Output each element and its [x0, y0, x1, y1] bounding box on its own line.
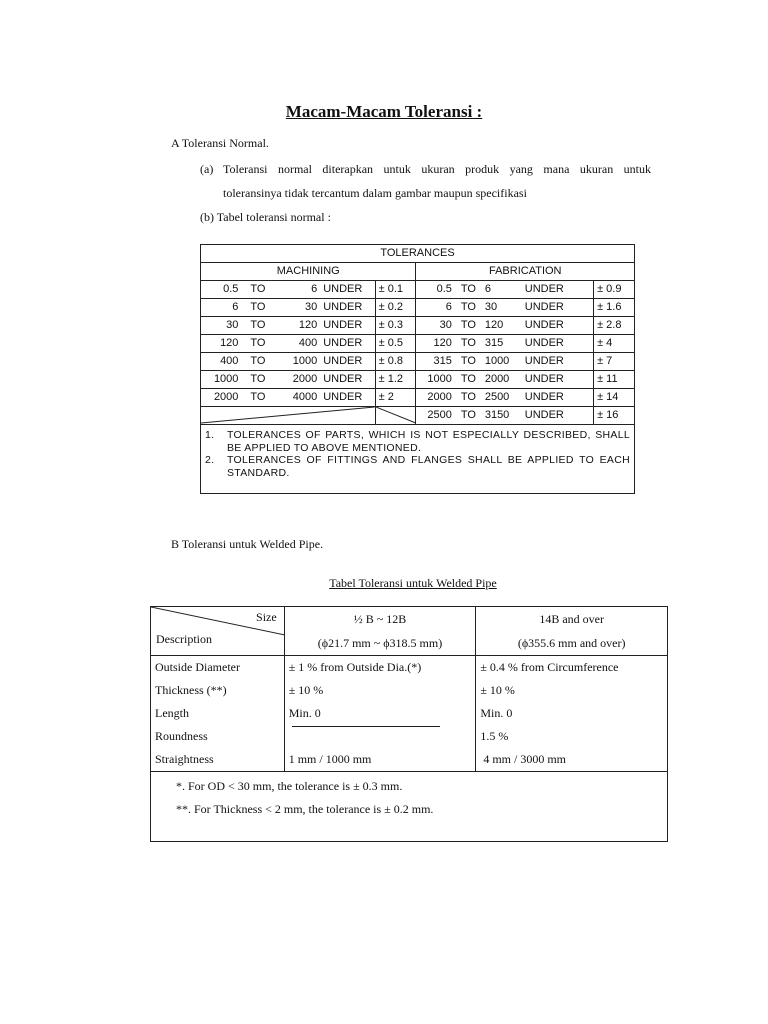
table-cell: TO [241, 371, 274, 389]
table-cell: UNDER [522, 317, 594, 335]
table-cell: ± 11 [594, 371, 635, 389]
tolerances-title: TOLERANCES [201, 245, 635, 263]
note-number: 1. [205, 429, 215, 441]
value-outside-diameter: ± 0.4 % from Circumference [480, 660, 619, 674]
table-cell: 6 [201, 299, 242, 317]
table-cell: 2000 [482, 371, 522, 389]
table-cell: 0.5 [201, 281, 242, 299]
table-cell: 2500 [416, 407, 455, 425]
value-roundness-dash [285, 725, 476, 748]
column-values-small [284, 656, 476, 772]
table-cell: UNDER [320, 281, 375, 299]
table-cell: ± 7 [594, 353, 635, 371]
table-cell: UNDER [320, 371, 375, 389]
tolerance-row [201, 389, 635, 407]
table-cell: 315 [482, 335, 522, 353]
table-cell: UNDER [320, 299, 375, 317]
table-cell: ± 4 [594, 335, 635, 353]
welded-pipe-table [150, 606, 668, 842]
tolerance-row [201, 353, 635, 371]
table-cell: 400 [201, 353, 242, 371]
item-a-paragraph [223, 157, 651, 205]
table-cell: 2000 [416, 389, 455, 407]
fabrication-header: FABRICATION [416, 263, 635, 281]
diagonal-line [376, 407, 416, 424]
value-outside-diameter: ± 1 % from Outside Dia.(*) [288, 660, 422, 674]
table-cell: 30 [274, 299, 320, 317]
value-length: Min. 0 [288, 706, 321, 720]
table-cell: ± 16 [594, 407, 635, 425]
note-item [205, 454, 630, 479]
table-cell: ± 0.2 [375, 299, 416, 317]
tolerance-row [201, 281, 635, 299]
table-cell: 315 [416, 353, 455, 371]
table-cell: ± 0.9 [594, 281, 635, 299]
table-cell: UNDER [522, 371, 594, 389]
table-cell: ± 2 [375, 389, 416, 407]
table-cell: 400 [274, 335, 320, 353]
table-cell: TO [241, 299, 274, 317]
table-cell: ± 1.2 [375, 371, 416, 389]
table-cell: 120 [416, 335, 455, 353]
table-cell: 6 [274, 281, 320, 299]
table-cell: 30 [416, 317, 455, 335]
table-cell: 1000 [201, 371, 242, 389]
diameter-range: (ϕ21.7 mm ~ ϕ318.5 mm) [317, 636, 443, 650]
table-cell: TO [455, 299, 482, 317]
note-text: TOLERANCES OF PARTS, WHICH IS NOT ESPECIALLY DESCRIBED, SHALL BE APPLIED TO ABOVE MENTIONED. [227, 429, 630, 454]
tolerance-row [201, 371, 635, 389]
item-b-label: (b) Tabel toleransi normal : [200, 210, 331, 224]
section-a-heading: A Toleransi Normal. [171, 136, 269, 150]
tolerance-notes [201, 425, 635, 494]
table-cell: UNDER [320, 335, 375, 353]
value-straightness: 1 mm / 1000 mm [288, 752, 372, 766]
table-cell: UNDER [320, 317, 375, 335]
section-b-heading: B Toleransi untuk Welded Pipe. [171, 537, 324, 551]
item-a-line-2: toleransinya tidak tercantum dalam gambar maupun specifikasi [223, 186, 527, 200]
description-label: Description [156, 632, 212, 646]
table-cell: UNDER [522, 353, 594, 371]
table-cell: UNDER [522, 335, 594, 353]
table-cell: TO [241, 281, 274, 299]
footnotes [151, 772, 668, 842]
machining-header: MACHINING [201, 263, 416, 281]
table-cell: ± 0.8 [375, 353, 416, 371]
table-cell: TO [455, 281, 482, 299]
footnote-od: *. For OD < 30 mm, the tolerance is ± 0.3 mm. [176, 779, 403, 793]
table-cell: 30 [201, 317, 242, 335]
value-length: Min. 0 [480, 706, 513, 720]
table-cell: TO [455, 353, 482, 371]
table-cell: 120 [201, 335, 242, 353]
table-cell: ± 1.6 [594, 299, 635, 317]
table-cell: UNDER [320, 389, 375, 407]
tolerance-row [201, 407, 635, 425]
table-cell: 2000 [201, 389, 242, 407]
table-cell: UNDER [522, 299, 594, 317]
empty-diagonal-cell [201, 407, 376, 425]
table-cell: 1000 [274, 353, 320, 371]
value-thickness: ± 10 % [480, 683, 515, 697]
column-values-large [476, 656, 668, 772]
table-cell: UNDER [522, 281, 594, 299]
size-range: 14B and over [539, 612, 604, 626]
note-item [205, 429, 630, 454]
diameter-range: (ϕ355.6 mm and over) [517, 636, 626, 650]
row-label-outside-diameter: Outside Diameter [155, 660, 240, 674]
table-cell: 1000 [482, 353, 522, 371]
table-cell: TO [241, 335, 274, 353]
table-cell: 4000 [274, 389, 320, 407]
table-cell: 0.5 [416, 281, 455, 299]
table-cell: 1000 [416, 371, 455, 389]
value-roundness: 1.5 % [480, 729, 509, 743]
page-title: Macam-Macam Toleransi : [285, 102, 483, 121]
tolerance-table [200, 244, 635, 494]
table-cell: TO [455, 371, 482, 389]
table-cell: 2500 [482, 389, 522, 407]
row-label-length: Length [155, 706, 189, 720]
tolerance-row [201, 335, 635, 353]
table-cell: ± 0.1 [375, 281, 416, 299]
table-cell: 3150 [482, 407, 522, 425]
table-cell: UNDER [522, 389, 594, 407]
table-cell: TO [455, 317, 482, 335]
size-label: Size [256, 610, 277, 624]
table-cell: 120 [482, 317, 522, 335]
table-cell: TO [241, 317, 274, 335]
table-cell: ± 0.5 [375, 335, 416, 353]
table-cell: TO [241, 389, 274, 407]
table-cell: TO [455, 335, 482, 353]
value-straightness: 4 mm / 3000 mm [480, 752, 566, 766]
diagonal-line [201, 407, 375, 424]
table-cell: 2000 [274, 371, 320, 389]
table-cell: 6 [416, 299, 455, 317]
item-a-line-1: Toleransi normal diterapkan untuk ukuran produk yang mana ukuran untuk [223, 162, 651, 176]
tolerance-row [201, 299, 635, 317]
note-number: 2. [205, 454, 215, 466]
table-cell: 120 [274, 317, 320, 335]
column-header-small [284, 607, 476, 656]
row-label-thickness: Thickness (**) [155, 683, 227, 697]
no-value-line [292, 726, 440, 727]
row-labels [151, 656, 285, 772]
empty-diagonal-cell [375, 407, 416, 425]
table-cell: TO [241, 353, 274, 371]
table-cell: TO [455, 389, 482, 407]
table-cell: TO [455, 407, 482, 425]
note-text: TOLERANCES OF FITTINGS AND FLANGES SHALL BE APPLIED TO EACH STANDARD. [227, 454, 630, 479]
item-a-marker: (a) [200, 162, 214, 176]
table-cell: 30 [482, 299, 522, 317]
value-thickness: ± 10 % [288, 683, 324, 697]
tolerance-row [201, 317, 635, 335]
table-cell: ± 14 [594, 389, 635, 407]
table-cell: ± 2.8 [594, 317, 635, 335]
table-cell: UNDER [320, 353, 375, 371]
table-cell: UNDER [522, 407, 594, 425]
footnote-thickness: **. For Thickness < 2 mm, the tolerance is ± 0.2 mm. [176, 802, 434, 816]
size-range: ½ B ~ 12B [353, 612, 407, 626]
table-cell: 6 [482, 281, 522, 299]
size-description-header [151, 607, 285, 656]
table-cell: ± 0.3 [375, 317, 416, 335]
column-header-large [476, 607, 668, 656]
row-label-roundness: Roundness [155, 729, 208, 743]
welded-table-caption: Tabel Toleransi untuk Welded Pipe [329, 576, 497, 590]
row-label-straightness: Straightness [155, 752, 214, 766]
